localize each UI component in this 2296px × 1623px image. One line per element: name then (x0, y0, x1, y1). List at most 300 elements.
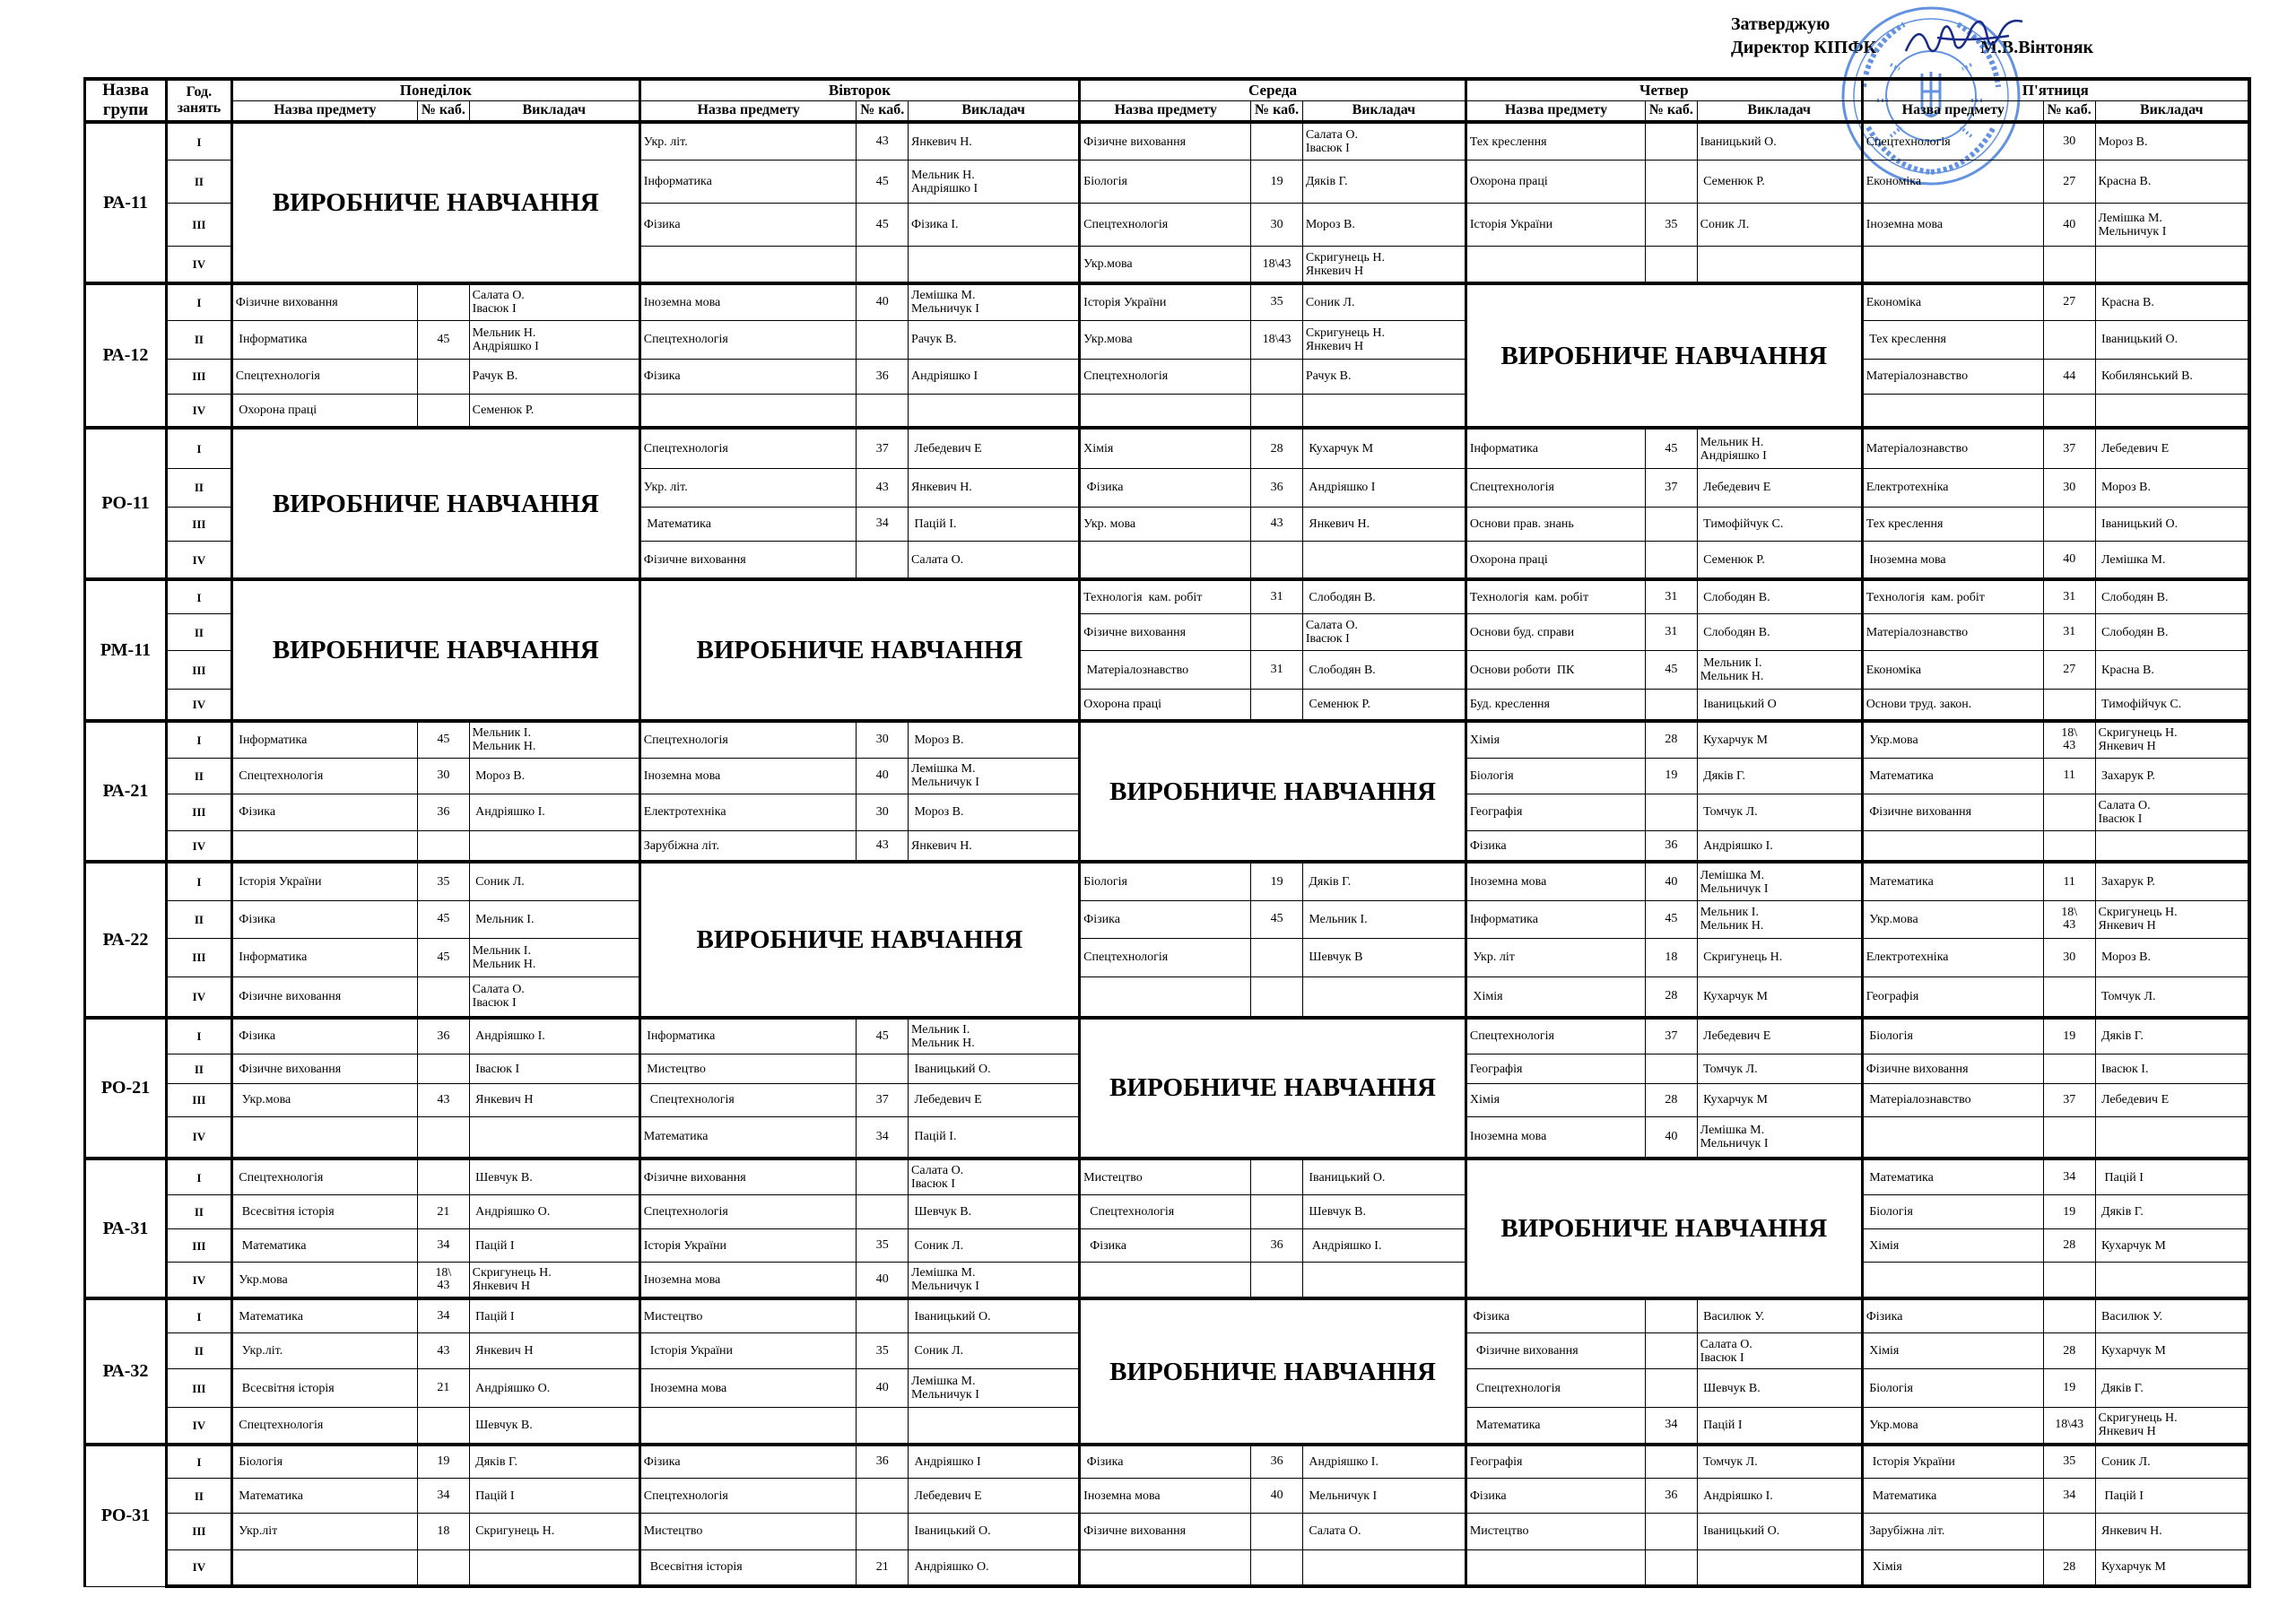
period-number: II (166, 1479, 231, 1514)
subject-cell: Всесвітня історія (231, 1369, 417, 1408)
subject-cell: Історія України (1080, 283, 1251, 320)
teacher-cell: Іваницький О. (2095, 320, 2249, 359)
subject-cell: Спецтехнологія (1080, 359, 1251, 394)
subject-cell: Фізика (1080, 1229, 1251, 1263)
room-cell (1251, 613, 1303, 651)
table-row (85, 721, 2250, 758)
teacher-cell: Янкевич Н. (909, 830, 1080, 862)
room-cell: 36 (857, 359, 909, 394)
room-cell (418, 1055, 470, 1084)
teacher-cell: Пацій І. (909, 1116, 1080, 1159)
room-cell: 37 (1646, 469, 1698, 508)
room-cell: 35 (857, 1332, 909, 1368)
subject-cell: Фізика (1465, 1479, 1645, 1514)
room-cell: 36 (1251, 1445, 1303, 1479)
subject-header: Назва предмету (231, 100, 417, 122)
teacher-cell: Мороз В. (2095, 122, 2249, 161)
teacher-cell: Іваницький О. (1302, 1159, 1465, 1195)
room-cell (2043, 794, 2095, 830)
room-cell: 34 (2043, 1159, 2095, 1195)
teacher-header: Викладач (469, 100, 639, 122)
room-cell (2043, 320, 2095, 359)
teacher-cell: Красна В. (2095, 283, 2249, 320)
table-row (85, 1018, 2250, 1055)
room-cell: 34 (418, 1229, 470, 1263)
teacher-cell: Пацій І (1697, 1408, 1862, 1445)
room-cell (1646, 1514, 1698, 1549)
subject-cell: Спецтехнологія (639, 1479, 857, 1514)
room-cell (418, 1408, 470, 1445)
subject-cell: Укр. літ. (639, 469, 857, 508)
teacher-cell: Соник Л. (909, 1332, 1080, 1368)
room-cell (857, 1514, 909, 1549)
period-number: I (166, 1298, 231, 1332)
subject-cell (1080, 1262, 1251, 1298)
teacher-header: Викладач (1302, 100, 1465, 122)
room-cell: 28 (2043, 1549, 2095, 1586)
production-training-block: ВИРОБНИЧЕ НАВЧАННЯ (639, 862, 1079, 1017)
teacher-cell: Мороз В. (2095, 469, 2249, 508)
teacher-cell: Соник Л. (909, 1229, 1080, 1263)
room-cell: 30 (1251, 204, 1303, 247)
teacher-cell: Лемішка М. Мельничук І (909, 283, 1080, 320)
teacher-cell: Мельник І. Мельник Н. (469, 721, 639, 758)
subject-cell (1862, 394, 2043, 428)
subject-cell: Укр.мова (1862, 1408, 2043, 1445)
subject-cell: Матеріалознавство (1862, 613, 2043, 651)
day-header: Середа (1080, 79, 1466, 100)
production-training-block: ВИРОБНИЧЕ НАВЧАННЯ (1465, 1159, 1862, 1299)
room-cell: 30 (857, 794, 909, 830)
period-number: II (166, 758, 231, 794)
room-cell (1646, 247, 1698, 283)
room-cell (418, 1116, 470, 1159)
teacher-cell: Салата О. Івасюк І (1302, 613, 1465, 651)
table-row (85, 1159, 2250, 1195)
teacher-cell: Іваницький О. (909, 1298, 1080, 1332)
teacher-cell: Шевчук В. (909, 1195, 1080, 1229)
day-header: Понеділок (231, 79, 639, 100)
teacher-cell: Кухарчук М (1697, 1083, 1862, 1116)
subject-cell: Математика (1862, 1159, 2043, 1195)
room-cell (1251, 1159, 1303, 1195)
room-cell (2043, 976, 2095, 1017)
teacher-cell: Кухарчук М (2095, 1549, 2249, 1586)
room-cell: 34 (1646, 1408, 1698, 1445)
room-cell: 19 (1646, 758, 1698, 794)
subject-cell: Електротехніка (1862, 469, 2043, 508)
teacher-cell: Салата О. Івасюк І (469, 976, 639, 1017)
teacher-cell: Кобилянський В. (2095, 359, 2249, 394)
room-cell: 45 (418, 320, 470, 359)
period-number: I (166, 1445, 231, 1479)
teacher-cell: Дяків Г. (2095, 1018, 2249, 1055)
subject-cell: Інформатика (231, 721, 417, 758)
teacher-cell: Андріяшко І. (1302, 1229, 1465, 1263)
teacher-cell: Івасюк І (469, 1055, 639, 1084)
teacher-cell: Салата О. (1302, 1514, 1465, 1549)
room-cell: 34 (857, 507, 909, 541)
room-cell: 34 (418, 1298, 470, 1332)
room-cell (1251, 690, 1303, 721)
table-row (85, 1262, 2250, 1298)
period-number: IV (166, 1262, 231, 1298)
subject-cell: Математика (231, 1479, 417, 1514)
subject-cell: Основи роботи ПК (1465, 651, 1645, 690)
subject-cell: Географія (1862, 976, 2043, 1017)
subject-cell: Економіка (1862, 651, 2043, 690)
room-cell (1646, 1369, 1698, 1408)
subject-cell: Технологія кам. робіт (1465, 579, 1645, 613)
room-cell: 35 (1251, 283, 1303, 320)
group-name: РО-31 (85, 1445, 167, 1586)
group-name: РА-22 (85, 862, 167, 1017)
room-header: № каб. (1646, 100, 1698, 122)
teacher-cell: Лебедевич Е (909, 1083, 1080, 1116)
teacher-cell: Слободян В. (2095, 613, 2249, 651)
director-signature-icon (1901, 11, 2027, 65)
subject-cell: Тех креслення (1862, 320, 2043, 359)
subject-cell: Спецтехнологія (231, 1408, 417, 1445)
table-row (85, 1298, 2250, 1332)
room-cell (2043, 394, 2095, 428)
table-row (85, 862, 2250, 900)
teacher-cell: Андріяшко І. (1697, 830, 1862, 862)
teacher-cell: Соник Л. (1302, 283, 1465, 320)
subject-cell: Спецтехнологія (1862, 122, 2043, 161)
room-cell: 45 (418, 938, 470, 976)
room-cell (857, 247, 909, 283)
group-name: РА-21 (85, 721, 167, 862)
subject-cell: Матеріалознавство (1862, 428, 2043, 468)
room-cell: 21 (418, 1195, 470, 1229)
room-cell (1251, 541, 1303, 579)
teacher-cell: Мороз В. (469, 758, 639, 794)
room-cell: 45 (1251, 900, 1303, 938)
subject-cell (639, 247, 857, 283)
subject-cell: Іноземна мова (639, 758, 857, 794)
subject-cell: Фізика (231, 794, 417, 830)
room-cell: 34 (857, 1116, 909, 1159)
teacher-cell: Салата О. Івасюк І (469, 283, 639, 320)
room-cell (1646, 122, 1698, 161)
teacher-cell: Іваницький О. (909, 1055, 1080, 1084)
subject-cell: Біологія (1862, 1195, 2043, 1229)
day-header: Вівторок (639, 79, 1079, 100)
period-number: II (166, 469, 231, 508)
subject-cell (1080, 541, 1251, 579)
room-cell (2043, 1055, 2095, 1084)
group-name: РА-11 (85, 122, 167, 283)
subject-cell: Всесвітня історія (231, 1195, 417, 1229)
room-cell (418, 976, 470, 1017)
subject-cell: Біологія (1862, 1369, 2043, 1408)
subject-cell: Хімія (1862, 1229, 2043, 1263)
subject-cell: Укр.мова (231, 1262, 417, 1298)
subject-cell: Хімія (1080, 428, 1251, 468)
room-cell: 34 (418, 1479, 470, 1514)
subject-cell: Фізичне виховання (231, 976, 417, 1017)
period-number: II (166, 320, 231, 359)
subject-cell: Основи труд. закон. (1862, 690, 2043, 721)
subject-cell: Іноземна мова (1465, 862, 1645, 900)
room-cell (2043, 1262, 2095, 1298)
room-cell (1646, 1445, 1698, 1479)
room-cell (857, 394, 909, 428)
room-cell: 31 (1251, 651, 1303, 690)
subject-cell: Мистецтво (639, 1298, 857, 1332)
table-row (85, 579, 2250, 613)
room-cell: 27 (2043, 651, 2095, 690)
subject-cell: Фізика (639, 204, 857, 247)
room-header: № каб. (1251, 100, 1303, 122)
teacher-cell (1302, 1549, 1465, 1586)
teacher-cell: Янкевич Н. (2095, 1514, 2249, 1549)
subject-cell: Біологія (231, 1445, 417, 1479)
subject-cell: Технологія кам. робіт (1080, 579, 1251, 613)
period-number: IV (166, 1116, 231, 1159)
room-cell: 45 (418, 721, 470, 758)
period-header: Год. занять (166, 79, 231, 122)
table-row (85, 1445, 2250, 1479)
teacher-cell: Соник Л. (2095, 1445, 2249, 1479)
room-cell: 43 (857, 122, 909, 161)
room-cell: 30 (2043, 122, 2095, 161)
room-cell: 28 (2043, 1332, 2095, 1368)
production-training-block: ВИРОБНИЧЕ НАВЧАННЯ (231, 428, 639, 579)
teacher-cell: Мороз В. (2095, 938, 2249, 976)
room-header: № каб. (2043, 100, 2095, 122)
subject-cell (231, 830, 417, 862)
subject-cell: Інформатика (639, 1018, 857, 1055)
teacher-cell: Андріяшко І. (1302, 1445, 1465, 1479)
subject-cell: Економіка (1862, 283, 2043, 320)
period-number: III (166, 1369, 231, 1408)
subject-cell: Географія (1465, 1445, 1645, 1479)
teacher-cell: Семенюк Р. (1302, 690, 1465, 721)
teacher-cell (1697, 1549, 1862, 1586)
table-row (85, 976, 2250, 1017)
teacher-cell: Янкевич Н. (909, 122, 1080, 161)
teacher-cell: Рачук В. (1302, 359, 1465, 394)
room-cell: 18\43 (1251, 320, 1303, 359)
subject-cell: Зарубіжна літ. (639, 830, 857, 862)
subject-cell: Фізика (1080, 469, 1251, 508)
subject-cell: Іноземна мова (1465, 1116, 1645, 1159)
room-cell (1251, 976, 1303, 1017)
subject-cell: Математика (1862, 1479, 2043, 1514)
room-cell: 36 (1646, 1479, 1698, 1514)
subject-cell: Фізика (639, 1445, 857, 1479)
approval-line: Затверджую (1731, 14, 1831, 34)
period-number: IV (166, 830, 231, 862)
teacher-cell: Рачук В. (909, 320, 1080, 359)
teacher-cell: Мороз В. (909, 794, 1080, 830)
teacher-cell: Андріяшко І (909, 1445, 1080, 1479)
room-cell: 45 (1646, 651, 1698, 690)
teacher-cell: Лемішка М. Мельничук І (1697, 862, 1862, 900)
teacher-cell: Пацій І (469, 1479, 639, 1514)
teacher-cell: Івасюк І. (2095, 1055, 2249, 1084)
period-number: IV (166, 394, 231, 428)
teacher-cell: Дяків Г. (2095, 1195, 2249, 1229)
teacher-cell: Іваницький О (1697, 690, 1862, 721)
teacher-cell: Андріяшко І (909, 359, 1080, 394)
room-cell: 28 (2043, 1229, 2095, 1263)
room-cell: 36 (418, 1018, 470, 1055)
teacher-cell: Мельник І. Мельник Н. (1697, 900, 1862, 938)
room-cell (418, 359, 470, 394)
room-cell: 43 (1251, 507, 1303, 541)
room-cell: 18\43 (1251, 247, 1303, 283)
room-cell (1646, 161, 1698, 204)
period-number: II (166, 613, 231, 651)
teacher-cell (1302, 394, 1465, 428)
period-number: IV (166, 1549, 231, 1586)
table-row (85, 1229, 2250, 1263)
subject-cell: Економіка (1862, 161, 2043, 204)
teacher-cell (909, 394, 1080, 428)
room-cell: 35 (1646, 204, 1698, 247)
teacher-cell: Томчук Л. (2095, 976, 2249, 1017)
teacher-cell: Захарук Р. (2095, 862, 2249, 900)
teacher-cell: Салата О. Івасюк І (2095, 794, 2249, 830)
teacher-cell (1302, 1262, 1465, 1298)
room-cell: 45 (1646, 900, 1698, 938)
subject-cell: Фізика (1080, 1445, 1251, 1479)
teacher-cell: Мороз В. (909, 721, 1080, 758)
teacher-cell: Скригунець Н. Янкевич Н (1302, 320, 1465, 359)
room-cell: 40 (1646, 1116, 1698, 1159)
table-row (85, 283, 2250, 320)
subject-cell: Спецтехнологія (231, 1159, 417, 1195)
teacher-cell: Андріяшко О. (909, 1549, 1080, 1586)
room-cell: 35 (418, 862, 470, 900)
teacher-cell: Скригунець Н. Янкевич Н (1302, 247, 1465, 283)
teacher-cell: Лемішка М. (2095, 541, 2249, 579)
production-training-block: ВИРОБНИЧЕ НАВЧАННЯ (1080, 721, 1466, 862)
subject-cell: Іноземна мова (639, 283, 857, 320)
room-cell: 31 (1646, 579, 1698, 613)
room-cell (1251, 1195, 1303, 1229)
teacher-cell: Семенюк Р. (469, 394, 639, 428)
room-cell: 30 (2043, 469, 2095, 508)
teacher-cell: Пацій І (469, 1298, 639, 1332)
room-cell (1646, 1332, 1698, 1368)
group-name: РМ-11 (85, 579, 167, 721)
teacher-cell: Дяків Г. (2095, 1369, 2249, 1408)
room-cell: 19 (2043, 1195, 2095, 1229)
room-cell (857, 1479, 909, 1514)
subject-cell: Математика (1862, 862, 2043, 900)
room-cell: 21 (418, 1369, 470, 1408)
subject-cell: Фізичне виховання (1080, 1514, 1251, 1549)
subject-cell: Мистецтво (1465, 1514, 1645, 1549)
subject-cell: Основи буд. справи (1465, 613, 1645, 651)
subject-cell: Укр.мова (1080, 320, 1251, 359)
table-row (85, 1479, 2250, 1514)
subject-cell: Укр.мова (231, 1083, 417, 1116)
production-training-block: ВИРОБНИЧЕ НАВЧАННЯ (1080, 1018, 1466, 1159)
room-cell: 28 (1646, 1083, 1698, 1116)
teacher-cell: Дяків Г. (1302, 161, 1465, 204)
room-cell: 18\43 (2043, 1408, 2095, 1445)
subject-cell (1862, 830, 2043, 862)
room-cell: 28 (1646, 721, 1698, 758)
room-cell: 43 (418, 1083, 470, 1116)
subject-cell (231, 1549, 417, 1586)
subject-cell (1465, 1549, 1645, 1586)
teacher-cell: Лебедевич Е (1697, 1018, 1862, 1055)
room-cell: 27 (2043, 161, 2095, 204)
room-cell: 44 (2043, 359, 2095, 394)
room-cell: 37 (857, 428, 909, 468)
room-cell: 31 (2043, 579, 2095, 613)
period-number: III (166, 1083, 231, 1116)
group-name: РА-12 (85, 283, 167, 428)
subject-cell: Зарубіжна літ. (1862, 1514, 2043, 1549)
subject-cell: Електротехніка (1862, 938, 2043, 976)
subject-cell: Іноземна мова (1080, 1479, 1251, 1514)
teacher-cell: Салата О. Івасюк І (909, 1159, 1080, 1195)
teacher-cell: Томчук Л. (1697, 794, 1862, 830)
subject-cell: Іноземна мова (1862, 541, 2043, 579)
room-cell: 30 (857, 721, 909, 758)
subject-cell (1862, 1262, 2043, 1298)
room-cell: 28 (1251, 428, 1303, 468)
table-row (85, 359, 2250, 394)
room-cell: 21 (857, 1549, 909, 1586)
period-number: IV (166, 690, 231, 721)
room-cell: 18\ 43 (418, 1262, 470, 1298)
period-number: I (166, 862, 231, 900)
period-number: III (166, 794, 231, 830)
subject-cell: Матеріалознавство (1862, 359, 2043, 394)
room-cell: 31 (2043, 613, 2095, 651)
teacher-cell: Томчук Л. (1697, 1445, 1862, 1479)
teacher-cell (2095, 394, 2249, 428)
subject-cell: Історія України (1465, 204, 1645, 247)
subject-cell: Фізика (1465, 830, 1645, 862)
teacher-cell: Тимофійчук С. (2095, 690, 2249, 721)
subject-cell: Біологія (1080, 161, 1251, 204)
room-cell: 36 (1646, 830, 1698, 862)
room-cell (418, 394, 470, 428)
subject-cell: Історія України (639, 1332, 857, 1368)
table-row (85, 1514, 2250, 1549)
subject-cell (1465, 247, 1645, 283)
teacher-cell: Скригунець Н. Янкевич Н (469, 1262, 639, 1298)
room-cell (1251, 122, 1303, 161)
period-number: III (166, 1514, 231, 1549)
subject-cell: Фізичне виховання (1465, 1332, 1645, 1368)
teacher-cell: Шевчук В (1302, 938, 1465, 976)
subject-cell: Інформатика (231, 320, 417, 359)
room-cell (418, 830, 470, 862)
room-cell: 19 (1251, 862, 1303, 900)
subject-cell: Історія України (231, 862, 417, 900)
room-cell (1646, 690, 1698, 721)
teacher-header: Викладач (2095, 100, 2249, 122)
group-name: РО-11 (85, 428, 167, 579)
room-cell: 19 (2043, 1018, 2095, 1055)
subject-cell: Тех креслення (1862, 507, 2043, 541)
subject-header: Назва предмету (1862, 100, 2043, 122)
period-number: IV (166, 976, 231, 1017)
subject-cell: Спецтехнологія (639, 721, 857, 758)
production-training-block: ВИРОБНИЧЕ НАВЧАННЯ (639, 579, 1079, 721)
subject-cell (231, 1116, 417, 1159)
